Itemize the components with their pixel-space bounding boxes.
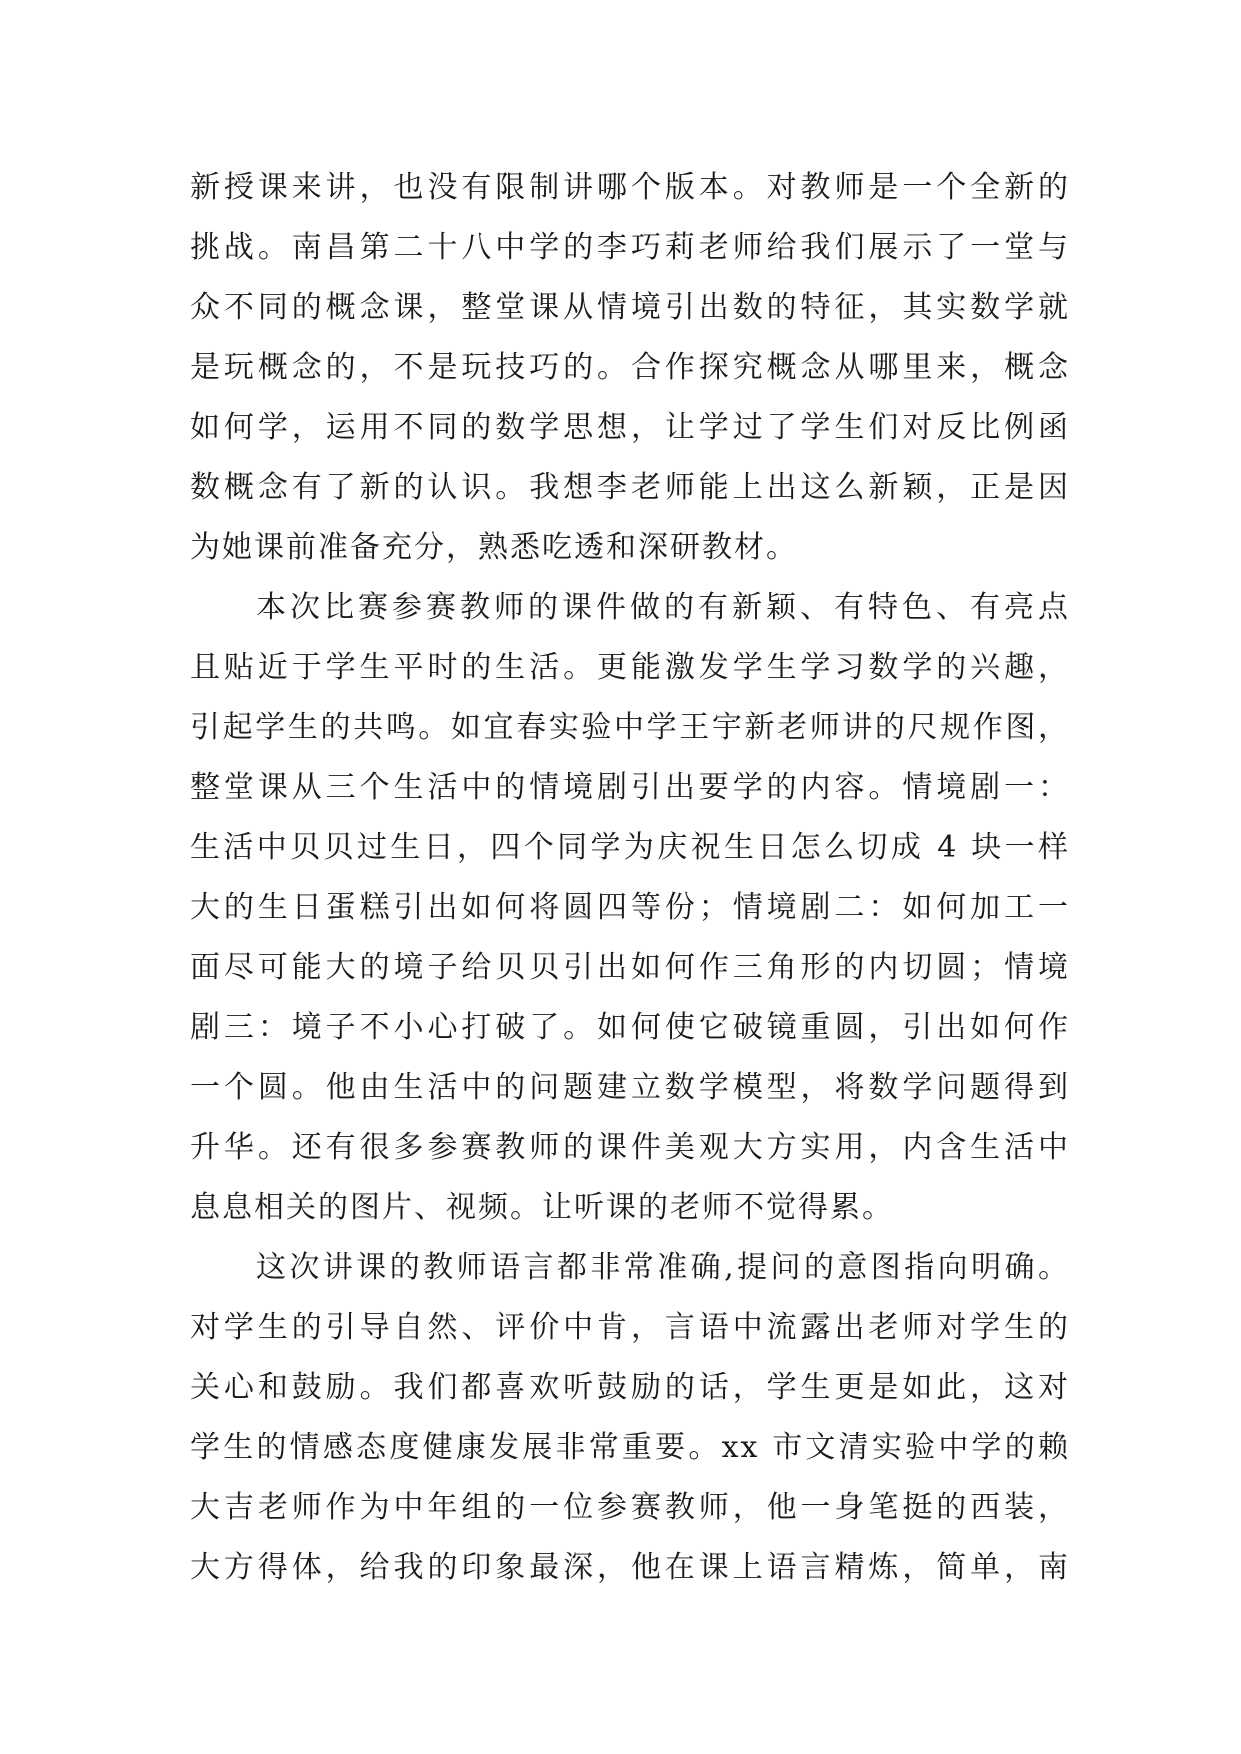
paragraph-3-line-6: 大方得体，给我的印象最深，他在课上语言精炼，简单，南 (190, 1550, 1070, 1585)
paragraph-2-line-2: 且贴近于学生平时的生活。更能激发学生学习数学的兴趣， (190, 650, 1070, 685)
paragraph-2-line-1: 本次比赛参赛教师的课件做的有新颖、有特色、有亮点 (256, 590, 1070, 625)
paragraph-1-line-6: 数概念有了新的认识。我想李老师能上出这么新颖，正是因 (190, 470, 1070, 505)
paragraph-2-line-6: 大的生日蛋糕引出如何将圆四等份；情境剧二：如何加工一 (190, 890, 1070, 925)
paragraph-1-line-1: 新授课来讲，也没有限制讲哪个版本。对教师是一个全新的 (190, 170, 1070, 205)
paragraph-2-line-7: 面尽可能大的境子给贝贝引出如何作三角形的内切圆；情境 (190, 950, 1070, 985)
paragraph-1-line-4: 是玩概念的，不是玩技巧的。合作探究概念从哪里来，概念 (190, 350, 1070, 385)
paragraph-1-line-7: 为她课前准备充分，熟悉吃透和深研教材。 (190, 530, 798, 565)
paragraph-3-line-3: 关心和鼓励。我们都喜欢听鼓励的话，学生更是如此，这对 (190, 1370, 1070, 1405)
paragraph-3-line-1: 这次讲课的教师语言都非常准确,提问的意图指向明确。 (256, 1250, 1070, 1285)
paragraph-2-line-11: 息息相关的图片、视频。让听课的老师不觉得累。 (190, 1190, 894, 1225)
paragraph-2-line-8: 剧三：境子不小心打破了。如何使它破镜重圆，引出如何作 (190, 1010, 1070, 1045)
paragraph-2-line-10: 升华。还有很多参赛教师的课件美观大方实用，内含生活中 (190, 1130, 1070, 1165)
paragraph-3-line-5: 大吉老师作为中年组的一位参赛教师，他一身笔挺的西装， (190, 1490, 1070, 1525)
paragraph-1-line-2: 挑战。南昌第二十八中学的李巧莉老师给我们展示了一堂与 (190, 230, 1070, 265)
paragraph-1-line-5: 如何学，运用不同的数学思想，让学过了学生们对反比例函 (190, 410, 1070, 445)
paragraph-2-line-3: 引起学生的共鸣。如宜春实验中学王宇新老师讲的尺规作图， (190, 710, 1070, 745)
paragraph-3-line-2: 对学生的引导自然、评价中肯，言语中流露出老师对学生的 (190, 1310, 1070, 1345)
paragraph-1-line-3: 众不同的概念课，整堂课从情境引出数的特征，其实数学就 (190, 290, 1070, 325)
body-text (190, 158, 1070, 1598)
paragraph-2-line-9: 一个圆。他由生活中的问题建立数学模型，将数学问题得到 (190, 1070, 1070, 1105)
paragraph-2-line-5: 生活中贝贝过生日，四个同学为庆祝生日怎么切成 4 块一样 (190, 830, 1070, 865)
paragraph-2-line-4: 整堂课从三个生活中的情境剧引出要学的内容。情境剧一： (190, 770, 1070, 805)
paragraph-3-line-4: 学生的情感态度健康发展非常重要。xx 市文清实验中学的赖 (190, 1430, 1070, 1465)
